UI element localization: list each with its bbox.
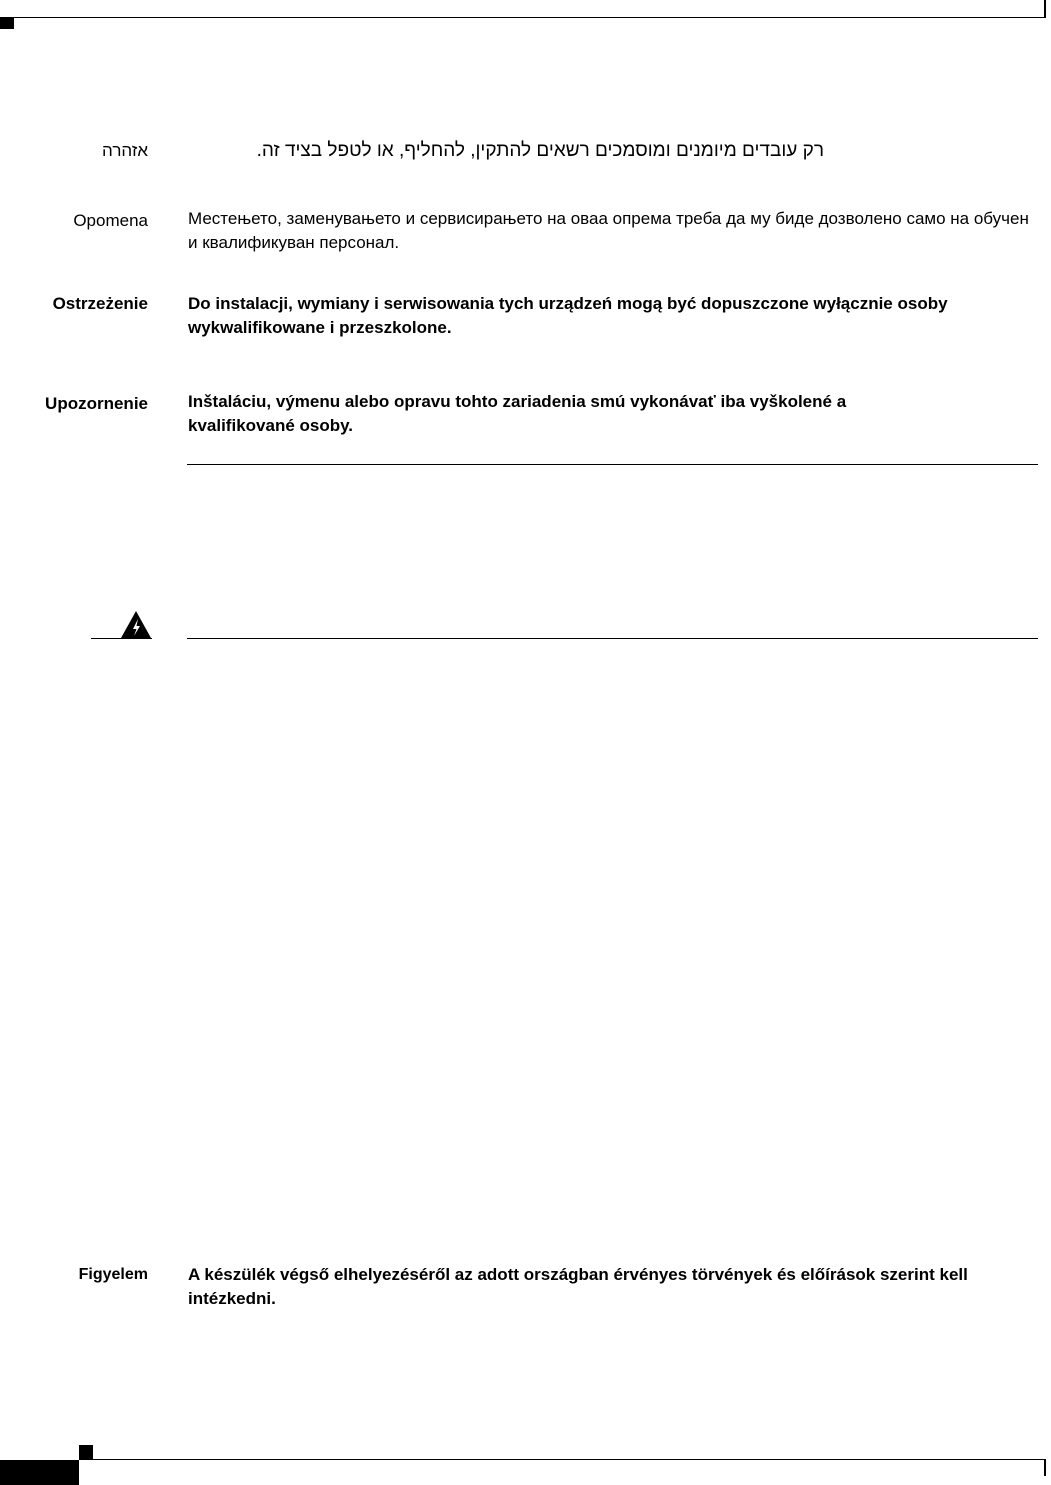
warning-label-slovak: Upozornenie xyxy=(45,394,148,413)
bottom-left-page-tab xyxy=(0,1460,79,1485)
warning-text-hungarian: A készülék végső elhelyezéséről az adott országban érvényes törvények és előírások szerint kell intézkedni. xyxy=(188,1265,968,1308)
bottom-right-tick xyxy=(1044,1459,1046,1476)
warning-text-macedonian: Местењето, заменувањето и сервисирањето на оваа опрема треба да му биде дозволено само на обучен и квалификуван персонал. xyxy=(188,209,1029,252)
warning-label-polish: Ostrzeżenie xyxy=(52,294,148,313)
warning-header-line xyxy=(187,638,1038,639)
bottom-page-mark xyxy=(79,1445,93,1459)
warning-triangle-icon xyxy=(118,610,154,640)
warning-text-polish: Do instalacji, wymiany i serwisowania tych urządzeń mogą być dopuszczone wyłącznie osoby wykwalifikowane i przeszkolone. xyxy=(188,294,948,337)
section-divider xyxy=(187,464,1038,465)
warning-label-hebrew: אזהרה xyxy=(102,141,148,160)
warning-label-macedonian: Opomena xyxy=(73,211,148,230)
top-left-corner-mark xyxy=(0,18,14,29)
bottom-border-line xyxy=(79,1459,1046,1460)
warning-text-hebrew: רק עובדים מיומנים ומוסמכים רשאים להתקין, להחליף, או לטפל בציד זה. xyxy=(256,140,824,161)
warning-icon-underline xyxy=(91,638,152,639)
top-border-line xyxy=(0,17,1045,18)
warning-icon-block xyxy=(118,610,154,640)
top-right-tick xyxy=(1044,0,1046,18)
warning-text-slovak: Inštaláciu, výmenu alebo opravu tohto zariadenia smú vykonávať iba vyškolené a kvalifikované osoby. xyxy=(188,392,847,435)
warning-label-hungarian: Figyelem xyxy=(78,1266,148,1283)
